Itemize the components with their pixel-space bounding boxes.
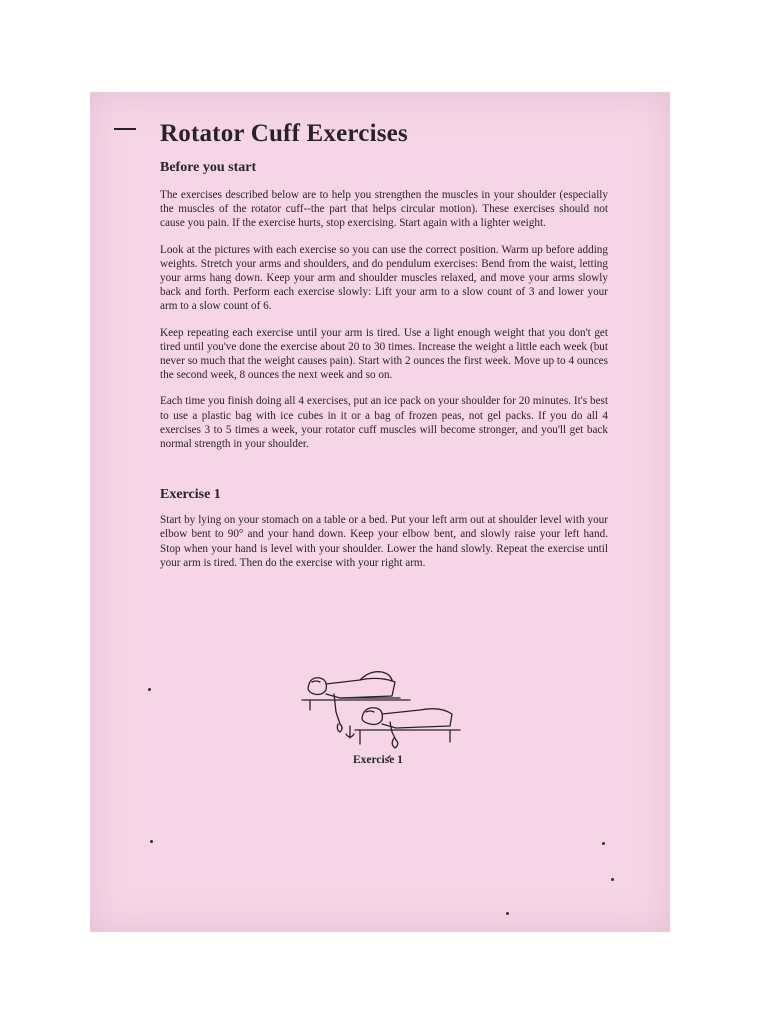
- section-heading: Before you start: [160, 160, 257, 175]
- paragraph-intro: The exercises described below are to help you strengthen the muscles in your shoulder (especially the muscles of the rotator cuff--the part that helps circular motion). These exercises should not cause you pain. If the exercise hurts, stop exercising. Start again with a lighter weight.: [160, 189, 608, 230]
- margin-dash-mark: [114, 128, 136, 130]
- paragraph-ice-pack: Each time you finish doing all 4 exercises, put an ice pack on your shoulder for 20 minutes. It's best to use a plastic bag with ice cubes in it or a bag of frozen peas, not gel packs. If you do all 4 exercises 3 to 5 times a week, your rotator cuff muscles will become stronger, and you'll get back normal strength in your shoulder.: [160, 395, 608, 451]
- paper-speck: [602, 842, 605, 845]
- exercise-1-instructions: Start by lying on your stomach on a table or a bed. Put your left arm out at shoulder level with your elbow bent to 90° and your hand down. Keep your elbow bent, and slowly raise your left hand. Stop when your hand is level with your shoulder. Lower the hand slowly. Repeat the exercise until your arm is tired. Then do the exercise with your right arm.: [160, 514, 608, 569]
- paper-speck: [506, 912, 509, 915]
- paper-speck: [150, 840, 153, 843]
- paragraph-repetition: Keep repeating each exercise until your arm is tired. Use a light enough weight that you don't get tired until you've done the exercise about 20 to 30 times. Increase the weight a little each week (but never so much that the weight causes pain). Start with 2 ounces the first week. Move up to 4 ounces the second week, 8 ounces the next week and so on.: [160, 326, 608, 382]
- exercise-1-caption: Exercise 1: [353, 754, 403, 766]
- paper-speck: [148, 688, 151, 691]
- paper-speck: [611, 878, 614, 881]
- exercise-1-heading: Exercise 1: [160, 487, 221, 503]
- paragraph-warmup: Look at the pictures with each exercise so you can use the correct position. Warm up before adding weights. Stretch your arms and shoulders, and do pendulum exercises: Bend from the waist, letting your arms hang down. Keep your arm and shoulder muscles relaxed, and move your arms slowly back and forth. Perform each exercise slowly: Lift your arm to a slow count of 3 and lower your arm to a slow count of 6.: [160, 243, 608, 313]
- document-title: Rotator Cuff Exercises: [160, 120, 408, 147]
- document-body: [160, 120, 608, 582]
